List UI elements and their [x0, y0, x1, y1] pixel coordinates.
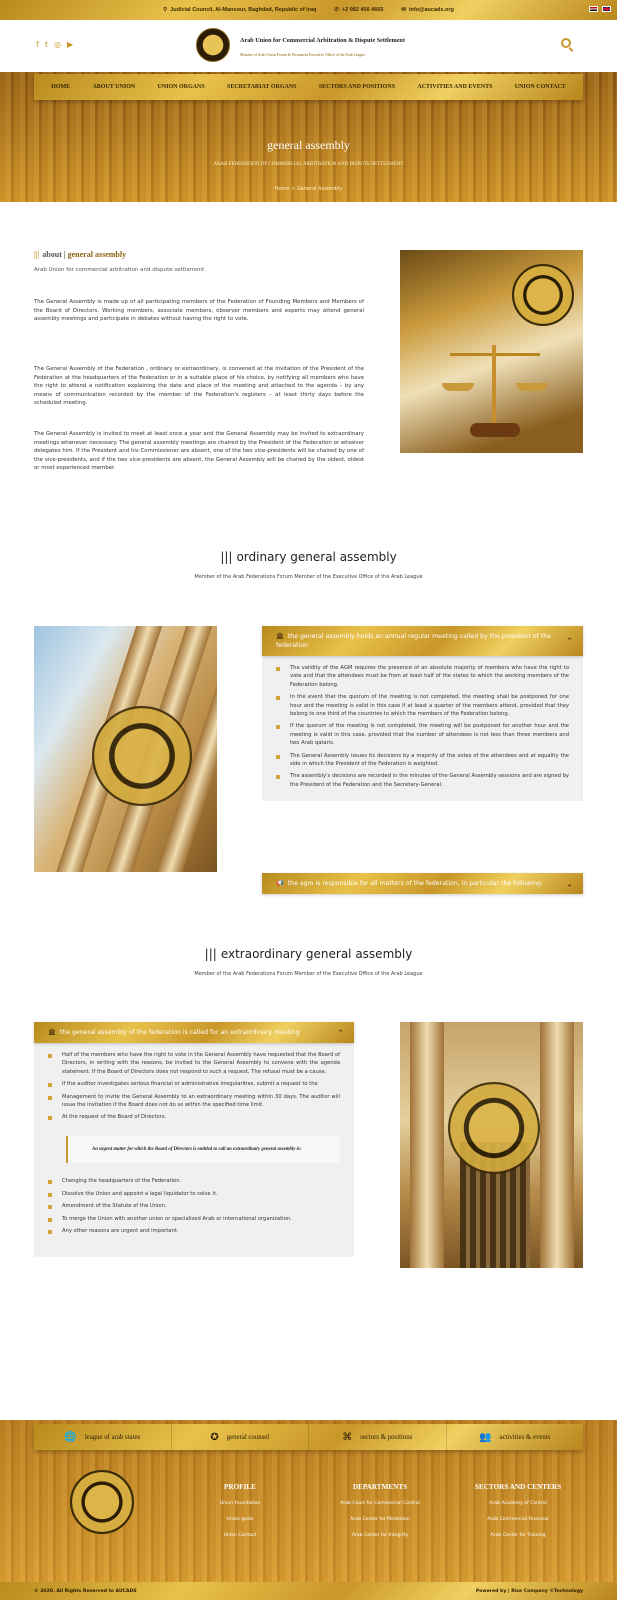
footer-link[interactable]: Arab Center for Mediation — [350, 1517, 410, 1522]
about-lead: Arab Union for commercial arbitration and dispute settlement — [34, 267, 205, 273]
address-item — [163, 7, 316, 13]
users-icon: 👥 — [479, 1431, 492, 1443]
nav-union-contact[interactable]: UNION CONTACT — [514, 84, 566, 90]
about-section — [34, 250, 364, 472]
phone-text: +2 082 456 4665 — [341, 7, 384, 13]
site-title: Arab Union for Commercial Arbitration & Dispute Settlement — [240, 37, 405, 44]
ordinary-heading-text: ordinary general assembly — [236, 550, 397, 564]
email-item[interactable] — [401, 7, 453, 13]
blockquote: An urgent matter for which the Board of Directors is entitled to call an extraordinary general assembly is: — [66, 1136, 340, 1164]
columns-photo — [34, 626, 217, 872]
location-icon: ⚲ — [163, 7, 168, 13]
footer-departments-column — [325, 1483, 435, 1549]
accordion-header-extraordinary[interactable] — [34, 1022, 354, 1043]
list-item: If the auditor investigates serious financial or administrative irregularities, submit a request to the — [48, 1080, 340, 1088]
compass-icon: ✪ — [210, 1431, 219, 1443]
about-heading-prefix: about | — [42, 250, 66, 259]
list-item: The validity of the AGM requires the presence of an absolute majority of members who have the right to vote and that the attendees must be from at least half of the states to which the working members of the Federation belong. — [276, 664, 569, 689]
list-item: To merge the Union with another union or specialized Arab or international organization. — [48, 1215, 340, 1223]
arabic-flag-icon[interactable] — [589, 6, 598, 12]
extraordinary-accordion — [34, 1022, 354, 1257]
footer-sectors-column — [458, 1483, 578, 1549]
list-item: Dissolve the Union and appoint a legal liquidator to solve it. — [48, 1190, 340, 1198]
building-icon: 🏛 — [276, 633, 284, 640]
globe-icon: 🌐 — [64, 1431, 77, 1443]
list-item: Any other reasons are urgent and important. — [48, 1227, 340, 1235]
footer-profile-column — [210, 1483, 270, 1549]
ordinary-section-header — [0, 550, 617, 580]
footer-link[interactable]: Union Contact — [223, 1533, 257, 1538]
footer-link-label: sectors & positions — [360, 1433, 413, 1441]
aucads-seal-logo — [512, 264, 574, 326]
megaphone-icon: 📢 — [276, 880, 284, 887]
accordion-body — [262, 656, 583, 801]
chevron-up-icon: ⌃ — [337, 1028, 344, 1037]
powered-by-text[interactable]: Powered by | Rise Company ®Technology — [475, 1588, 583, 1594]
page-title: general assembly — [267, 138, 350, 152]
footer-link[interactable]: Arab Center for Training — [490, 1533, 546, 1538]
mail-icon: ✉ — [401, 7, 407, 13]
accordion-title: the general assembly holds an annual regular meeting called by the president of the federation — [276, 633, 551, 649]
aucads-seal-logo — [448, 1082, 540, 1174]
footer-link-label: league of arab states — [84, 1433, 141, 1441]
list-item: At the request of the Board of Directors. — [48, 1113, 340, 1121]
nav-secretariat-organs[interactable]: SECRETARIAT ORGANS — [227, 84, 297, 90]
english-flag-icon[interactable] — [602, 6, 611, 12]
email-text: info@aucads.org — [409, 7, 454, 13]
list-item: Amendment of the Statute of the Union. — [48, 1202, 340, 1210]
aucads-seal-logo — [92, 706, 192, 806]
copyright-text: © 2020. All Rights Reserved to AUCADS — [34, 1588, 137, 1594]
footer-link-label: general counsel — [226, 1433, 270, 1441]
footer-link[interactable]: Union goals — [226, 1517, 254, 1522]
agm-accordion — [262, 626, 583, 801]
about-heading-main: general assembly — [67, 250, 127, 259]
extraordinary-section-header — [0, 947, 617, 977]
list-item: The assembly's decisions are recorded in the minutes of the General Assembly sessions and are signed by the President of the Federation and the Secretary-General. — [276, 772, 569, 789]
building-icon: 🏛 — [48, 1029, 56, 1036]
extraordinary-heading: ||| extraordinary general assembly — [204, 947, 413, 961]
footer-link-label: activities & events — [499, 1433, 551, 1441]
address-text: Judicial Council, Al-Mansour, Baghdad, Republic of Iraq — [170, 7, 317, 13]
nav-activities-events[interactable]: ACTIVITIES AND EVENTS — [417, 84, 493, 90]
search-icon[interactable] — [561, 38, 571, 48]
chevron-down-icon: ⌄ — [566, 879, 573, 888]
footer-link[interactable]: Arab Academy of Control — [489, 1501, 547, 1506]
phone-icon: ✆ — [334, 7, 339, 13]
about-heading: ||| about | general assembly — [34, 250, 127, 259]
nav-about-union[interactable]: ABOUT UNION — [92, 84, 136, 90]
accordion-header-annual-meeting[interactable] — [262, 626, 583, 656]
main-nav — [34, 74, 583, 100]
site-subtitle: Member of Arab Union Forum & Permanent Executive Office of the Arab League — [240, 53, 365, 57]
ordinary-subtitle: Member of the Arab Federations Forum Member of the Executive Office of the Arab League — [194, 574, 423, 580]
list-item: Half of the members who have the right to vote in the General Assembly have requested that the Board of Directors, in writing with the reasons, be invited to the General Assembly to convene with the agenda statement. If the Board of Directors does not respond to such a request, The refusal must be a cause. — [48, 1051, 340, 1076]
accordion-title: the general assembly of the federation is called for an extraordinary meeting — [59, 1029, 300, 1036]
list-item: In the event that the quorum of the meeting is not completed, the meeting shall be postponed for one hour and the meeting is valid in this case if at least a quarter of the members attend, provided that they belong to one third of the countries to which the members of the Federation belong. — [276, 693, 569, 718]
ordinary-heading: ||| ordinary general assembly — [220, 550, 397, 564]
footer-column-title: SECTORS AND CENTERS — [474, 1483, 562, 1491]
footer-link[interactable]: Arab Court for Commercial Control — [340, 1501, 420, 1506]
list-item: If the quorum of the meeting is not completed, the meeting will be postponed for another hour and the meeting is valid in this case, provided that the number of attendees is not less than three members and two Arab qataris. — [276, 722, 569, 747]
footer-link-sectors[interactable] — [309, 1424, 447, 1450]
phone-item[interactable] — [334, 7, 383, 13]
scales-illustration — [440, 345, 550, 435]
footer-link[interactable]: Union Foundation — [219, 1501, 261, 1506]
about-paragraph-1: The General Assembly is made up of all participating members of the Federation of Founding Members and Members of the Board of Directors. Working members, associate members, observer members and experts may attend general assembly meetings and participate in debates without having the right to vote. — [34, 299, 364, 323]
facebook-icon[interactable]: f — [36, 40, 39, 49]
footer-link[interactable]: Arab Commercial Financial — [487, 1517, 549, 1522]
footer-link[interactable]: Arab Center for Integrity — [351, 1533, 409, 1538]
extraordinary-heading-text: extraordinary general assembly — [220, 947, 413, 961]
about-paragraph-2: The General Assembly of the Federation , ordinary or extraordinary, is convened at the invitation of the President of the Federation at the headquarters of the Federation or in a suitable place of his choice, by notifying all members who have the right to attend a notification explaining the date and place of the meeting and attached to the agenda – by any means of communication recorded by the member of the Federation's registers – at least thirty days before the scheduled meeting. — [34, 366, 364, 407]
copyright-bar — [0, 1582, 617, 1600]
agm-responsibilities-accordion — [262, 873, 583, 894]
footer-link-activities[interactable] — [447, 1424, 584, 1450]
social-links — [36, 40, 73, 49]
youtube-icon[interactable]: ▶ — [66, 40, 74, 49]
list-item: The General Assembly issues its decisions by a majority of the votes of the attendees and at equality the side in which the President of the Federation is weighted. — [276, 752, 569, 769]
accordion-header-responsibilities[interactable] — [262, 873, 583, 894]
twitter-icon[interactable]: t — [44, 40, 48, 49]
accordion-body — [34, 1043, 354, 1257]
nav-sectors-positions[interactable]: SECTORS AND POSITIONS — [318, 84, 396, 90]
scales-of-justice-photo — [400, 250, 583, 453]
nav-home[interactable]: HOME — [51, 84, 71, 90]
footer-quick-links — [34, 1424, 583, 1450]
chevron-up-icon: ⌃ — [566, 636, 573, 646]
about-paragraph-3: The General Assembly is invited to meet at least once a year and the General Assembly may be invited to extraordinary meetings whenever necessary. The general assembly meetings are chaired by the President of the Federation or whoever delegates him. If the President and his Commissioner are absent, one of the two vice-presidents will be chaired by one of the vice-presidents, and if the two vice-presidents are absent, the General Assembly will be chaired by the oldest, oldest or most experienced member. — [34, 431, 364, 472]
footer-column-title: DEPARTMENTS — [352, 1483, 408, 1491]
instagram-icon[interactable]: ◎ — [53, 40, 61, 49]
footer-seal-logo — [70, 1470, 134, 1534]
extraordinary-subtitle: Member of the Arab Federations Forum Member of the Executive Office of the Arab League — [194, 971, 423, 977]
footer-link-counsel[interactable] — [172, 1424, 310, 1450]
site-header — [0, 20, 617, 72]
top-contact-bar — [0, 0, 617, 20]
sitemap-icon: ⌘ — [342, 1431, 353, 1443]
accordion-title: the agm is responsible for all matters of the federation, in particular the following: — [287, 880, 544, 887]
site-logo[interactable] — [196, 28, 230, 62]
footer-column-title: PROFILE — [224, 1483, 256, 1491]
list-item: Management to invite the General Assembly to an extraordinary meeting within 30 days. The auditor will issue the invitation if the Board does not do so within the specified time limit. — [48, 1093, 340, 1110]
footer-link-league[interactable] — [34, 1424, 172, 1450]
nav-union-organs[interactable]: UNION ORGANS — [157, 84, 205, 90]
courthouse-columns-photo — [400, 1022, 583, 1268]
page-subtitle: ARAB FEDERATION OF COMMERCIAL ARBITRATION AND DISPUTE SETTLEMENT — [213, 162, 404, 167]
breadcrumb[interactable]: Home > General Assembly — [274, 186, 343, 192]
list-item: Changing the headquarters of the Federation. — [48, 1177, 340, 1185]
